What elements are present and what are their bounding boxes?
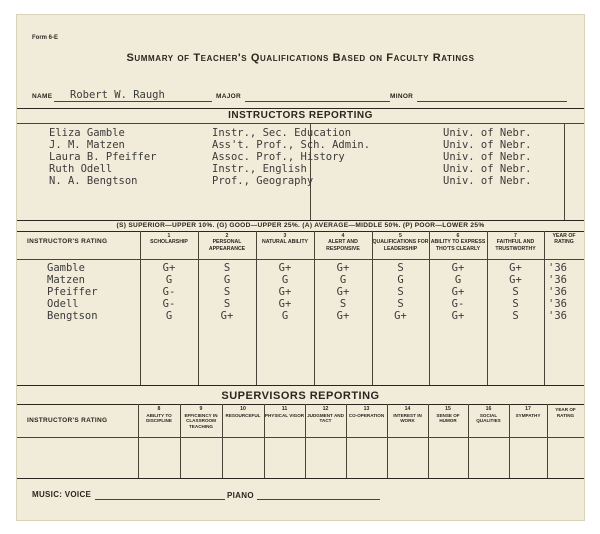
rating-cell: S: [339, 298, 347, 310]
column-header: [547, 407, 584, 418]
column-number: 11: [281, 406, 288, 412]
column-label: YEAR OF RATING: [552, 233, 576, 246]
rating-cell: G+: [509, 274, 522, 286]
rating-cell: G+: [509, 262, 522, 274]
rating-cell: S: [223, 262, 231, 274]
column-header: [428, 407, 468, 424]
name-value[interactable]: Robert W. Raugh: [70, 89, 165, 101]
rating-cell: G+: [278, 298, 292, 310]
rating-cell: G: [339, 274, 347, 286]
instructor-name: Ruth Odell: [49, 163, 113, 175]
rating-cell: G: [223, 274, 231, 286]
column-label: SCHOLARSHIP: [150, 239, 188, 246]
rating-cell: G: [281, 274, 289, 286]
instructor-title: Prof., Geography: [212, 175, 314, 187]
column-number: 14: [404, 406, 411, 412]
column-number: 10: [240, 406, 246, 412]
column-label: INTEREST IN WORK: [393, 412, 422, 424]
rating-row-name: Gamble: [47, 262, 85, 274]
column-header: [468, 407, 509, 424]
column-number: 17: [525, 406, 531, 412]
instructor-school: Univ. of Nebr.: [443, 139, 532, 151]
rating-row-name: Matzen: [47, 274, 85, 286]
rule: [17, 123, 584, 124]
rating-cell: G: [454, 274, 462, 286]
rating-cell: '36: [548, 298, 567, 310]
rating-cell: G: [281, 310, 289, 322]
supervisor-rating-label: INSTRUCTOR'S RATING: [27, 417, 108, 424]
column-header: [305, 407, 346, 424]
column-header: [222, 407, 264, 418]
rating-cell: G+: [278, 286, 292, 298]
column-number: 8: [157, 406, 161, 412]
column-header: [140, 233, 198, 246]
minor-line[interactable]: [417, 101, 567, 102]
minor-label: MINOR: [390, 93, 414, 100]
column-label: PHYSICAL VIGOR: [264, 412, 305, 418]
rating-cell: '36: [548, 310, 567, 322]
rating-cell: G+: [336, 262, 350, 274]
instructors-reporting-heading: INSTRUCTORS REPORTING: [228, 110, 373, 121]
rating-cell: G+: [336, 286, 350, 298]
rating-cell: G+: [451, 310, 465, 322]
column-label: ABILITY TO EXPRESS THO'TS CLEARLY: [430, 239, 486, 252]
column-header: [138, 407, 180, 424]
rating-cell: S: [397, 286, 404, 298]
supervisors-reporting-heading: SUPERVISORS REPORTING: [221, 390, 380, 402]
instructor-title: Assoc. Prof., History: [212, 151, 345, 163]
rating-card: [17, 15, 584, 520]
instructor-school: Univ. of Nebr.: [443, 175, 532, 187]
rule: [17, 437, 584, 438]
form-id: Form 6-E: [32, 35, 59, 41]
column-label: QUALIFICATIONS FOR LEADERSHIP: [372, 239, 429, 252]
column-label: CO-OPERATION: [348, 412, 385, 418]
column-label: EFFICIENCY IN CLASSROOM TEACHING: [184, 412, 218, 429]
column-label: SENSE OF HUMOR: [436, 412, 460, 424]
rating-cell: S: [397, 298, 404, 310]
column-header: [544, 233, 584, 246]
column-label: ABILITY TO DISCIPLINE: [146, 412, 172, 424]
column-number: 9: [199, 406, 203, 412]
rating-cell: '36: [548, 274, 567, 286]
rating-cell: S: [223, 286, 231, 298]
column-divider: [544, 231, 545, 385]
instructor-title: Ass't. Prof., Sch. Admin.: [212, 139, 371, 151]
column-number: 7: [514, 233, 517, 239]
rating-cell: G+: [451, 286, 465, 298]
column-label: RESOURCEFUL: [225, 412, 261, 418]
column-header: [314, 233, 372, 252]
column-number: 13: [363, 406, 370, 412]
column-header: [387, 407, 428, 424]
instructor-rating-label: INSTRUCTOR'S RATING: [27, 238, 108, 245]
rule: [17, 108, 584, 109]
column-label: PERSONAL APPEARANCE: [208, 239, 246, 252]
instructor-name: Eliza Gamble: [49, 127, 125, 139]
rule: [17, 478, 584, 479]
column-header: [372, 233, 429, 252]
instructor-title: Instr., Sec. Education: [212, 127, 352, 139]
rating-row-name: Bengtson: [47, 310, 98, 322]
column-label: NATURAL ABILITY: [261, 239, 308, 246]
column-header: [429, 233, 487, 252]
column-number: 12: [322, 406, 329, 412]
rating-cell: S: [512, 286, 519, 298]
voice-line[interactable]: [95, 499, 225, 500]
rule: [17, 220, 584, 221]
column-header: [256, 233, 314, 246]
rating-row-name: Odell: [47, 298, 79, 310]
rating-cell: G+: [451, 262, 465, 274]
column-header: [346, 407, 387, 418]
rating-cell: S: [512, 310, 519, 322]
column-label: JUDGMENT AND TACT: [307, 412, 344, 424]
form-title: Summary of Teacher's Qualifications Based on Faculty Ratings: [126, 52, 475, 64]
column-header: [264, 407, 305, 418]
column-header: [509, 407, 547, 418]
rating-cell: G-: [451, 298, 465, 310]
column-divider: [564, 123, 565, 220]
instructor-name: Laura B. Pfeiffer: [49, 151, 157, 163]
rule: [17, 385, 584, 386]
rating-cell: G+: [220, 310, 234, 322]
rating-cell: G+: [394, 310, 407, 322]
piano-label: PIANO: [227, 491, 254, 500]
column-number: 3: [283, 233, 287, 239]
column-number: 15: [445, 406, 451, 412]
rating-cell: '36: [548, 262, 567, 274]
instructor-name: J. M. Matzen: [49, 139, 125, 151]
rating-cell: G-: [162, 298, 176, 310]
rating-cell: '36: [548, 286, 567, 298]
instructor-title: Instr., English: [212, 163, 307, 175]
instructor-name: N. A. Bengtson: [49, 175, 138, 187]
instructor-school: Univ. of Nebr.: [443, 127, 532, 139]
rating-cell: S: [223, 298, 231, 310]
rating-cell: G-: [162, 286, 176, 298]
column-header: [487, 233, 544, 252]
instructor-school: Univ. of Nebr.: [443, 151, 532, 163]
instructor-school: Univ. of Nebr.: [443, 163, 532, 175]
name-label: NAME: [32, 93, 53, 100]
piano-line[interactable]: [257, 499, 380, 500]
column-number: 2: [225, 233, 229, 239]
column-label: ALERT AND RESPONSIVE: [326, 239, 360, 252]
column-header: [180, 407, 222, 429]
rating-cell: G+: [278, 262, 292, 274]
column-label: SOCIAL QUALITIES: [476, 412, 501, 424]
column-label: FAITHFUL AND TRUSTWORTHY: [495, 239, 536, 252]
rating-cell: G: [165, 274, 173, 286]
rating-legend: (S) SUPERIOR—UPPER 10%. (G) GOOD—UPPER 25%. (A) AVERAGE—MIDDLE 50%. (P) POOR—LOWER 25%: [116, 222, 485, 229]
rating-cell: S: [512, 298, 519, 310]
rating-cell: G: [397, 274, 404, 286]
column-number: 5: [399, 233, 402, 239]
column-number: 1: [167, 233, 171, 239]
major-label: MAJOR: [216, 93, 241, 100]
major-line[interactable]: [245, 101, 390, 102]
rule: [17, 231, 584, 232]
column-number: 6: [456, 233, 460, 239]
column-header: [198, 233, 256, 252]
music-voice-label: MUSIC: VOICE: [32, 490, 92, 499]
name-line: [54, 101, 212, 102]
rule: [17, 259, 584, 260]
rating-row-name: Pfeiffer: [47, 286, 98, 298]
rating-cell: G+: [336, 310, 350, 322]
column-number: 16: [485, 406, 492, 412]
rating-cell: G: [165, 310, 173, 322]
column-label: YEAR OF RATING: [555, 407, 576, 418]
rule: [17, 404, 584, 405]
rating-cell: G+: [162, 262, 176, 274]
column-label: SYMPATHY: [515, 412, 541, 418]
rating-cell: S: [397, 262, 404, 274]
column-number: 4: [341, 233, 345, 239]
